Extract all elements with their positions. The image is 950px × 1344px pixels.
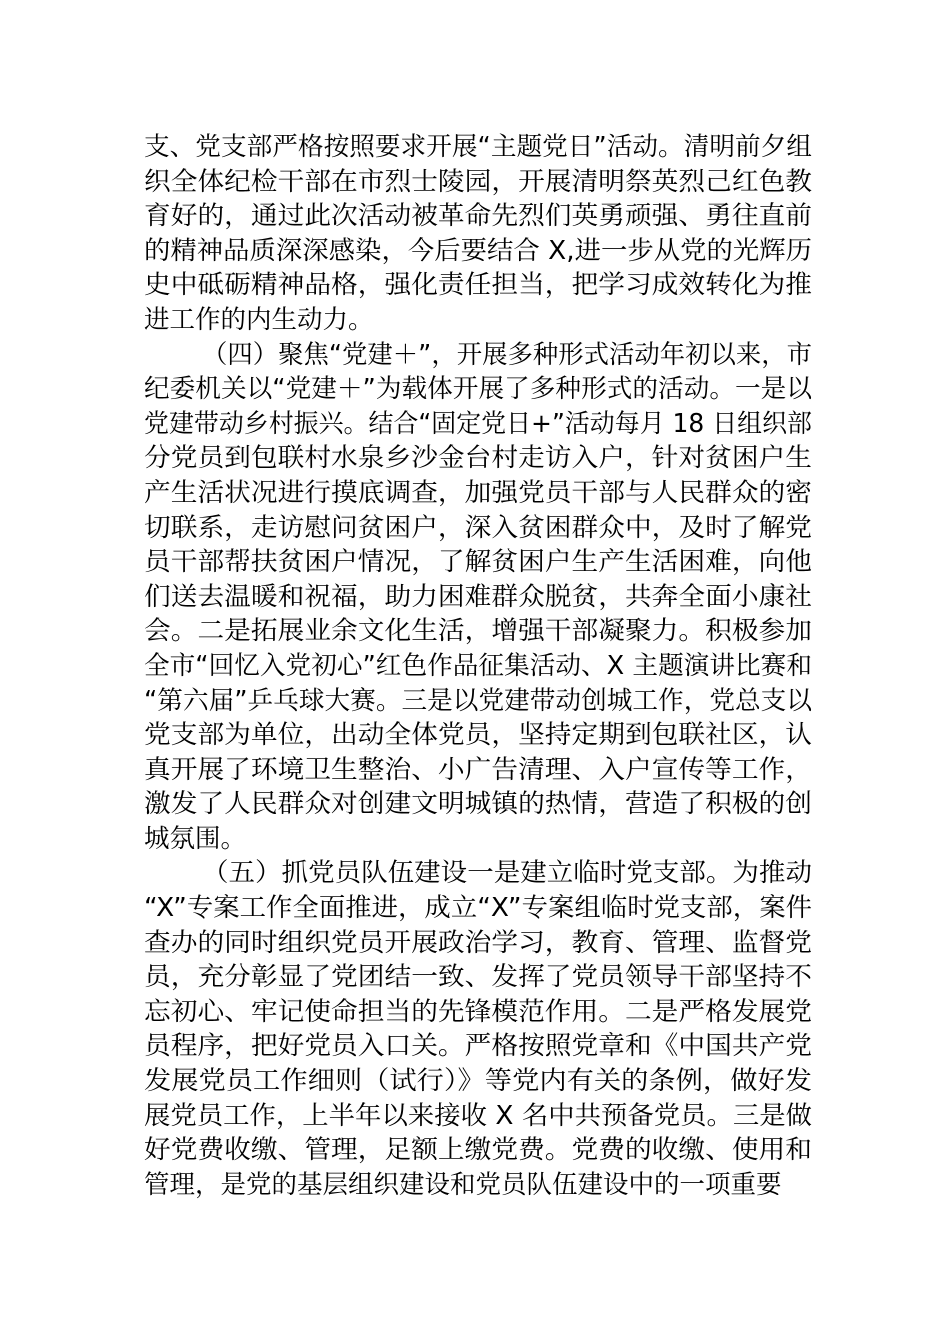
text-line: 员，充分彰显了党团结一致、发挥了党员领导干部坚持不 (144, 962, 812, 993)
text-line: 员干部帮扶贫困户情况，了解贫困户生产生活困难，向他 (144, 547, 812, 578)
text-line: 纪委机关以“党建＋”为载体开展了多种形式的活动。一是以 (144, 374, 812, 405)
text-line: 支、党支部严格按照要求开展“主题党日”活动。清明前夕组 (144, 132, 812, 162)
text-line: 查办的同时组织党员开展政治学习，教育、管理、监督党 (144, 927, 812, 958)
text-line: 进工作的内生动力。 (144, 304, 374, 335)
text-line: 员程序，把好党员入口关。严格按照党章和《中国共产党 (144, 1031, 812, 1062)
text-line: 好党费收缴、管理，足额上缴党费。党费的收缴、使用和 (144, 1135, 812, 1166)
text-line: 的精神品质深深感染，今后要结合 X,进一步从党的光辉历 (144, 235, 813, 266)
text-line: 管理，是党的基层组织建设和党员队伍建设中的一项重要 (144, 1169, 782, 1200)
text-line: （五）抓党员队伍建设一是建立临时党支部。为推动 (202, 858, 812, 889)
text-line: 忘初心、牢记使命担当的先锋模范作用。二是严格发展党 (144, 996, 812, 1027)
text-line: 分党员到包联村水泉乡沙金台村走访入户，针对贫困户生 (144, 443, 812, 474)
text-line: 史中砥砺精神品格，强化责任担当，把学习成效转化为推 (144, 270, 812, 301)
text-line: 切联系，走访慰问贫困户，深入贫困群众中，及时了解党 (144, 512, 812, 543)
text-line: 产生活状况进行摸底调查，加强党员干部与人民群众的密 (144, 477, 812, 508)
text-line: 党建带动乡村振兴。结合“固定党日+”活动每月 18 日组织部 (144, 408, 812, 439)
text-line: 党支部为单位，出动全体党员，坚持定期到包联社区，认 (144, 720, 812, 751)
text-line: 全市“回忆入党初心”红色作品征集活动、X 主题演讲比赛和 (144, 650, 812, 681)
text-line: 激发了人民群众对创建文明城镇的热情，营造了积极的创 (144, 789, 812, 820)
paragraph-1 (144, 130, 812, 338)
paragraph-3 (144, 856, 812, 1202)
text-line: 们送去温暖和祝福，助力困难群众脱贫，共奔全面小康社 (144, 581, 812, 612)
paragraph-2 (144, 338, 812, 857)
text-line: （四）聚焦“党建＋”，开展多种形式活动年初以来，市 (202, 339, 812, 370)
text-line: 展党员工作，上半年以来接收 X 名中共预备党员。三是做 (144, 1100, 813, 1131)
text-line: 真开展了环境卫生整治、小广告清理、入户宣传等工作， (144, 754, 812, 785)
text-line: 育好的，通过此次活动被革命先烈们英勇顽强、勇往直前 (144, 201, 812, 232)
text-line: “X”专案工作全面推进，成立“X”专案组临时党支部，案件 (144, 893, 813, 924)
text-line: 城氛围。 (144, 823, 247, 854)
text-line: 会。二是拓展业余文化生活，增强干部凝聚力。积极参加 (144, 616, 812, 647)
text-line: “第六届”乒乓球大赛。三是以党建带动创城工作，党总支以 (144, 685, 812, 716)
document-body (144, 130, 812, 1202)
text-line: 织全体纪检干部在市烈士陵园，开展清明祭英烈己红色教 (144, 166, 812, 197)
text-line: 发展党员工作细则（试行）》等党内有关的条例，做好发 (144, 1066, 812, 1097)
